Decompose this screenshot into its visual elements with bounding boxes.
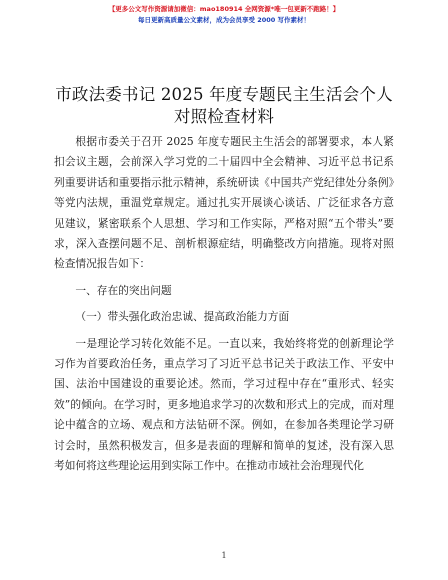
promo-banner-line-2: 每日更新高质量公文素材，成为会员享受 2000 写作素材！: [137, 16, 311, 24]
intro-paragraph: 根据市委关于召开 2025 年度专题民主生活会的部署要求，本人紧扣会议主题，会前深入学习党的二十届四中全会精神、习近平总书记系列重要讲话和重要指示批示精神，系统研读《中国共产党纪律处分条例》等党内法规，重温党章规定。通过扎实开展谈心谈话、广泛征求各方意见建议，紧密联系个人思想、学习和工作实际，严格对照“五个带头”要求，深入查摆问题不足、剖析根源症结，明确整改方向措施。现将对照检查情况报告如下：: [54, 135, 394, 271]
promo-banner-line-1: 【更多公文写作资源请加微信：mao180914 全网资源*唯一包更新不跑路！】: [108, 5, 340, 13]
page-number: 1: [221, 551, 227, 560]
promo-banner: [0, 4, 448, 26]
subsection-heading: （一）带头强化政治忠诚、提高政治能力方面: [75, 310, 290, 324]
document-title: 市政法委书记 2025 年度专题民主生活会个人对照检查材料: [55, 85, 393, 126]
section-heading: 一、存在的突出问题: [75, 283, 172, 297]
body-paragraph: 一是理论学习转化效能不足。一直以来，我始终将党的创新理论学习作为首要政治任务，重点学习了习近平总书记关于政法工作、平安中国、法治中国建设的重要论述。然而，学习过程中存在“重形式、轻实效”的倾向。在学习时，更多地追求学习的次数和形式上的完成，而对理论中蕴含的立场、观点和方法钻研不深。例如，在参加各类理论学习研讨会时，虽然积极发言，但多是表面的理解和简单的复述，没有深入思考如何将这些理论运用到实际工作中。在推动市域社会治理现代化: [54, 336, 394, 473]
document-body: [54, 132, 394, 477]
